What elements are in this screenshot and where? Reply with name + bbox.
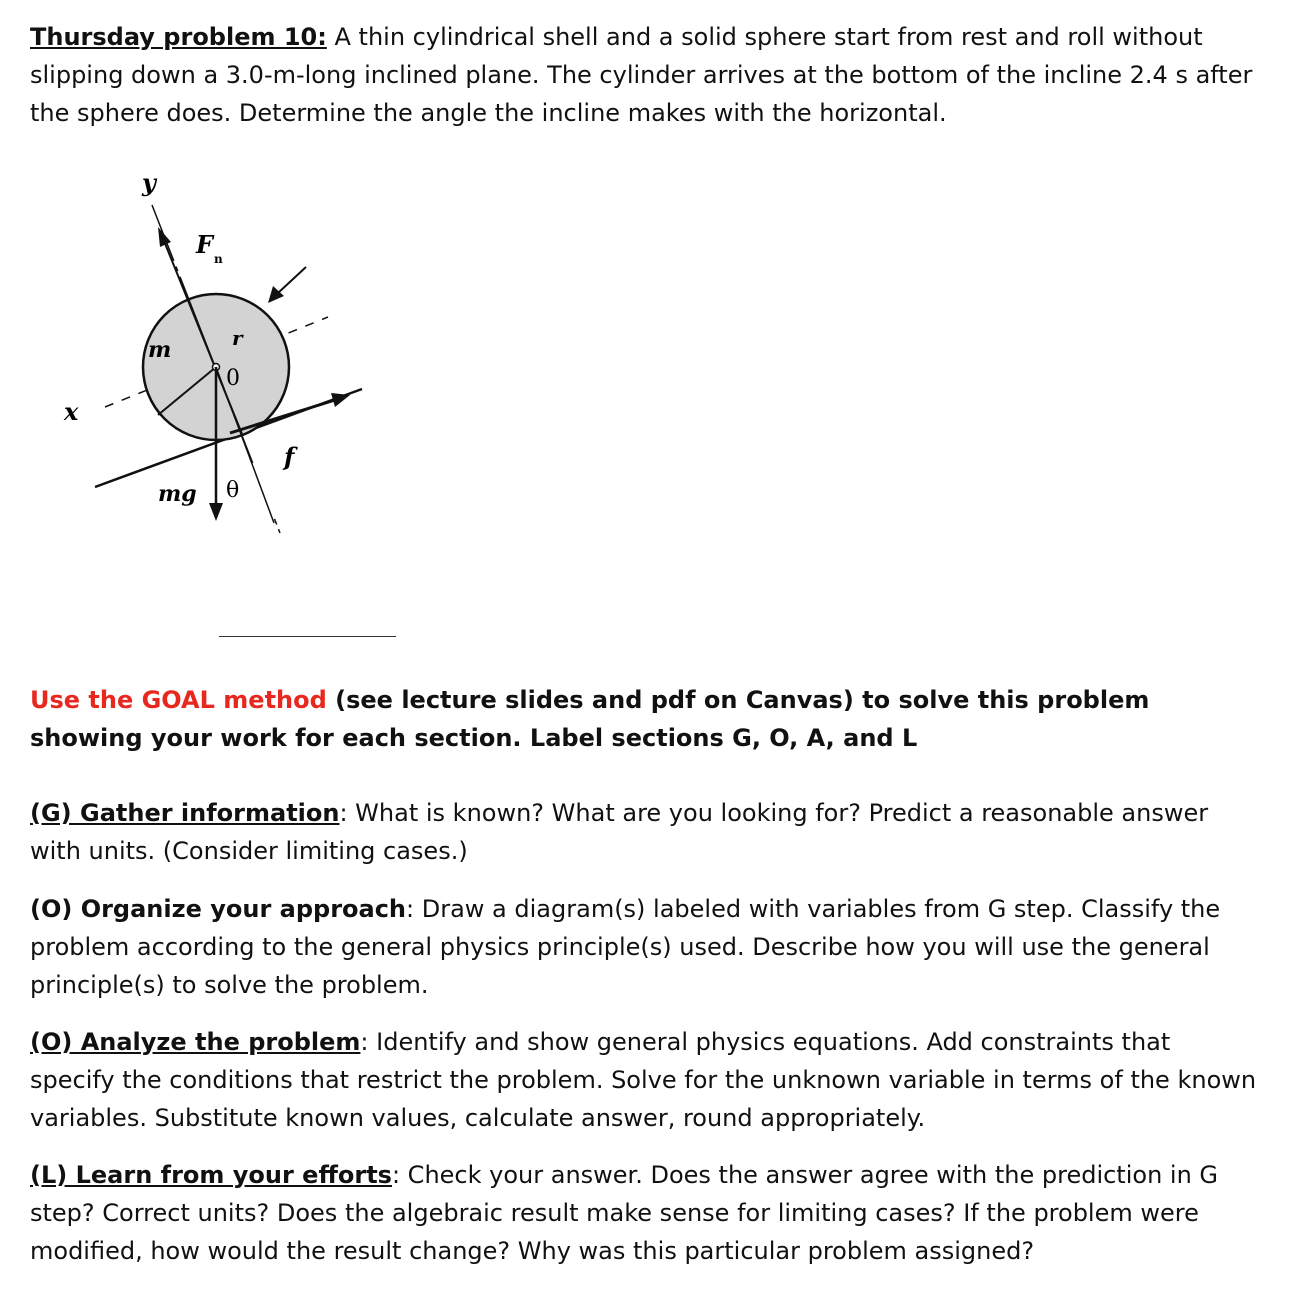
normal-force-arrowhead [158,227,171,247]
theta-label: θ [226,478,240,503]
section-g [30,794,1260,870]
section-l [30,1156,1260,1270]
goal-instructions-text: (see lecture slides and pdf on Canvas) to solve this problem showing your work for each section. Label sections G, O, A, and L [30,686,1150,752]
friction-label: f [284,442,295,471]
goal-instructions [30,681,1260,757]
problem-statement [30,18,1260,132]
normal-force-subscript: n [214,252,223,266]
applied-force-arrow [278,267,306,293]
section-g-text: : What is known? What are you looking for? Predict a reasonable answer with units. (Consider limiting cases.) [30,799,1209,865]
friction-arrowhead [331,393,350,407]
goal-method-highlight: Use the GOAL method [30,686,327,714]
x-axis-label: x [64,397,79,426]
free-body-diagram [50,165,410,545]
section-o-title: (O) Organize your approach [30,895,407,923]
section-o [30,890,1260,1004]
section-l-text: : Check your answer. Does the answer agree with the prediction in G step? Correct units? Does the algebraic result make sense for limiting cases? If the problem were modified, how would the result change? Why was this particular problem assigned? [30,1161,1219,1265]
problem-label: Thursday problem 10: [30,23,327,51]
section-l-title: (L) Learn from your efforts [30,1161,392,1189]
separator-line [219,636,396,637]
normal-force-label: F [196,230,214,259]
mass-label: m [148,337,172,363]
weight-label: mg [158,481,197,507]
section-a [30,1023,1260,1137]
radius-label: r [232,326,243,350]
y-axis-label: y [142,168,156,197]
section-o-text: : Draw a diagram(s) labeled with variables from G step. Classify the problem according to the general physics principle(s) used. Describe how you will use the general principle(s) to solve the problem. [30,895,1221,999]
section-g-title: (G) Gather information [30,799,340,827]
center-label: 0 [226,366,240,391]
section-a-text: : Identify and show general physics equations. Add constraints that specify the conditions that restrict the problem. Solve for the unknown variable in terms of the known variables. Substitute known values, calculate answer, round appropriately. [30,1028,1257,1132]
problem-text: A thin cylindrical shell and a solid sphere start from rest and roll without slipping down a 3.0-m-long inclined plane. The cylinder arrives at the bottom of the incline 2.4 s after the sphere does. Determine the angle the incline makes with the horizontal. [30,23,1253,127]
gravity-arrowhead [209,503,223,521]
section-a-title: (O) Analyze the problem [30,1028,361,1056]
